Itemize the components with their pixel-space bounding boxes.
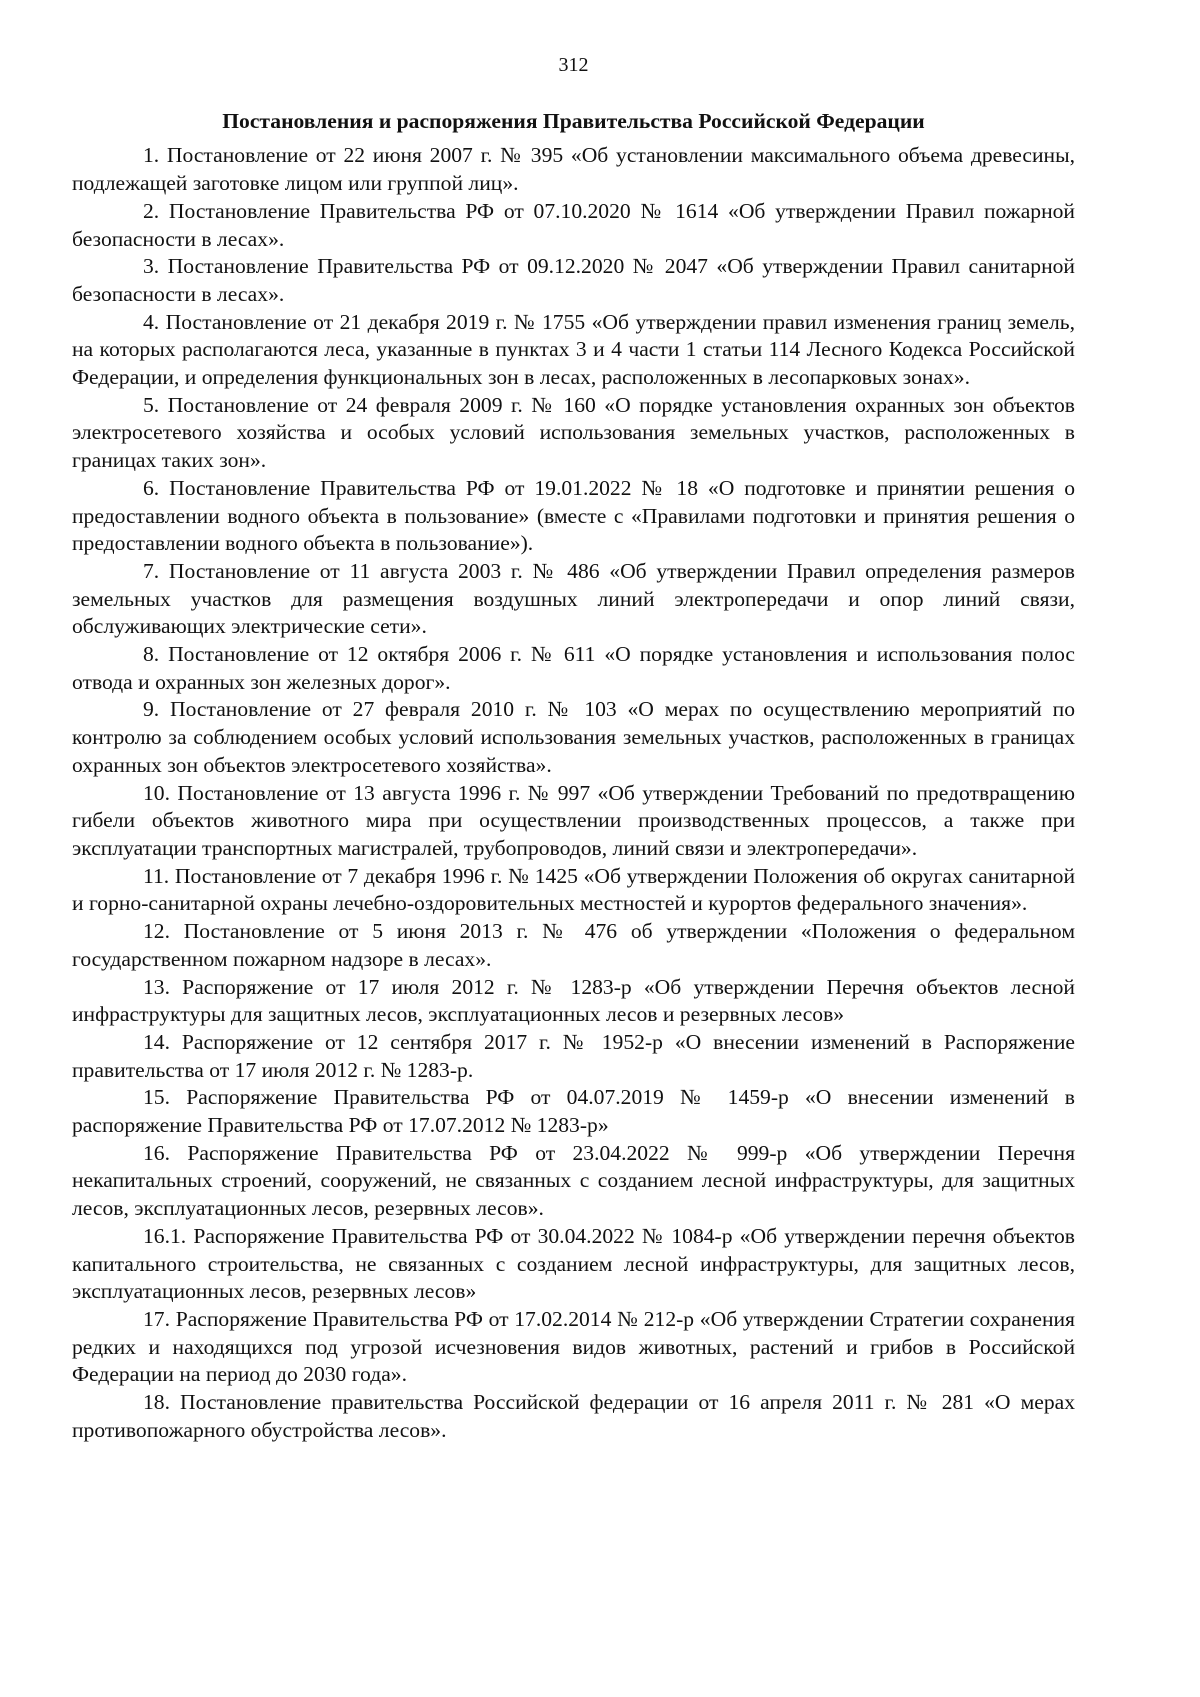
list-item: 6. Постановление Правительства РФ от 19.01.2022 № 18 «О подготовке и принятии решения о предоставлении водного объекта в пользование» (вместе с «Правилами подготовки и принятия решения о предоставлении водного объекта в пользование»). bbox=[72, 475, 1075, 556]
list-item: 15. Распоряжение Правительства РФ от 04.07.2019 № 1459-р «О внесении изменений в распоряжение Правительства РФ от 17.07.2012 № 1283-р» bbox=[72, 1085, 1075, 1138]
list-item: 14. Распоряжение от 12 сентября 2017 г. № 1952-р «О внесении изменений в Распоряжение правительства от 17 июля 2012 г. № 1283-р. bbox=[72, 1029, 1075, 1082]
list-item: 4. Постановление от 21 декабря 2019 г. № 1755 «Об утверждении правил изменения границ земель, на которых располагаются леса, указанные в пунктах 3 и 4 части 1 статьи 114 Лесного Кодекса Российской Федерации, и определения функциональных зон в лесах, расположенных в лесопарковых зонах». bbox=[72, 309, 1075, 390]
regulation-list bbox=[72, 142, 1075, 1444]
list-item: 3. Постановление Правительства РФ от 09.12.2020 № 2047 «Об утверждении Правил санитарной безопасности в лесах». bbox=[72, 254, 1075, 306]
list-item: 10. Постановление от 13 августа 1996 г. № 997 «Об утверждении Требований по предотвращению гибели объектов животного мира при осуществлении производственных процессов, а также при эксплуатации транспортных магистралей, трубопроводов, линий связи и электропередачи». bbox=[72, 780, 1075, 860]
list-item: 2. Постановление Правительства РФ от 07.10.2020 № 1614 «Об утверждении Правил пожарной безопасности в лесах». bbox=[72, 198, 1075, 251]
list-item: 16. Распоряжение Правительства РФ от 23.04.2022 № 999-р «Об утверждении Перечня некапитальных строений, сооружений, не связанных с созданием лесной инфраструктуры, для защитных лесов, эксплуатационных лесов, резервных лесов». bbox=[72, 1140, 1075, 1221]
list-item: 13. Распоряжение от 17 июля 2012 г. № 1283-р «Об утверждении Перечня объектов лесной инфраструктуры для защитных лесов, эксплуатационных лесов и резервных лесов» bbox=[72, 974, 1075, 1027]
list-item: 12. Постановление от 5 июня 2013 г. № 476 об утверждении «Положения о федеральном государственном пожарном надзоре в лесах». bbox=[72, 919, 1075, 971]
list-item: 7. Постановление от 11 августа 2003 г. № 486 «Об утверждении Правил определения размеров земельных участков для размещения воздушных линий электропередачи и опор линий связи, обслуживающих электрические сети». bbox=[72, 558, 1075, 639]
list-item: 9. Постановление от 27 февраля 2010 г. № 103 «О мерах по осуществлению мероприятий по контролю за соблюдением особых условий использования земельных участков, расположенных в границах охранных зон объектов электросетевого хозяйства». bbox=[72, 697, 1075, 777]
list-item: 1. Постановление от 22 июня 2007 г. № 395 «Об установлении максимального объема древесины, подлежащей заготовке лицом или группой лиц». bbox=[72, 143, 1075, 196]
list-item: 17. Распоряжение Правительства РФ от 17.02.2014 № 212-р «Об утверждении Стратегии сохранения редких и находящихся под угрозой исчезновения видов животных, растений и грибов в Российской Федерации на период до 2030 года». bbox=[72, 1306, 1075, 1387]
list-item: 8. Постановление от 12 октября 2006 г. № 611 «О порядке установления и использования полос отвода и охранных зон железных дорог». bbox=[72, 642, 1075, 694]
document-page bbox=[72, 52, 1075, 1444]
list-item: 16.1. Распоряжение Правительства РФ от 30.04.2022 № 1084-р «Об утверждении перечня объектов капитального строительства, не связанных с созданием лесной инфраструктуры, для защитных лесов, эксплуатационных лесов, резервных лесов» bbox=[72, 1223, 1075, 1304]
list-item: 18. Постановление правительства Российской федерации от 16 апреля 2011 г. № 281 «О мерах противопожарного обустройства лесов». bbox=[72, 1390, 1075, 1442]
page-number: 312 bbox=[558, 54, 589, 76]
list-item: 5. Постановление от 24 февраля 2009 г. № 160 «О порядке установления охранных зон объектов электросетевого хозяйства и особых условий использования земельных участков, расположенных в границах таких зон». bbox=[72, 392, 1075, 473]
section-heading: Постановления и распоряжения Правительства Российской Федерации bbox=[222, 108, 925, 133]
list-item: 11. Постановление от 7 декабря 1996 г. № 1425 «Об утверждении Положения об округах санитарной и горно-санитарной охраны лечебно-оздоровительных местностей и курортов федерального значения». bbox=[72, 863, 1075, 916]
